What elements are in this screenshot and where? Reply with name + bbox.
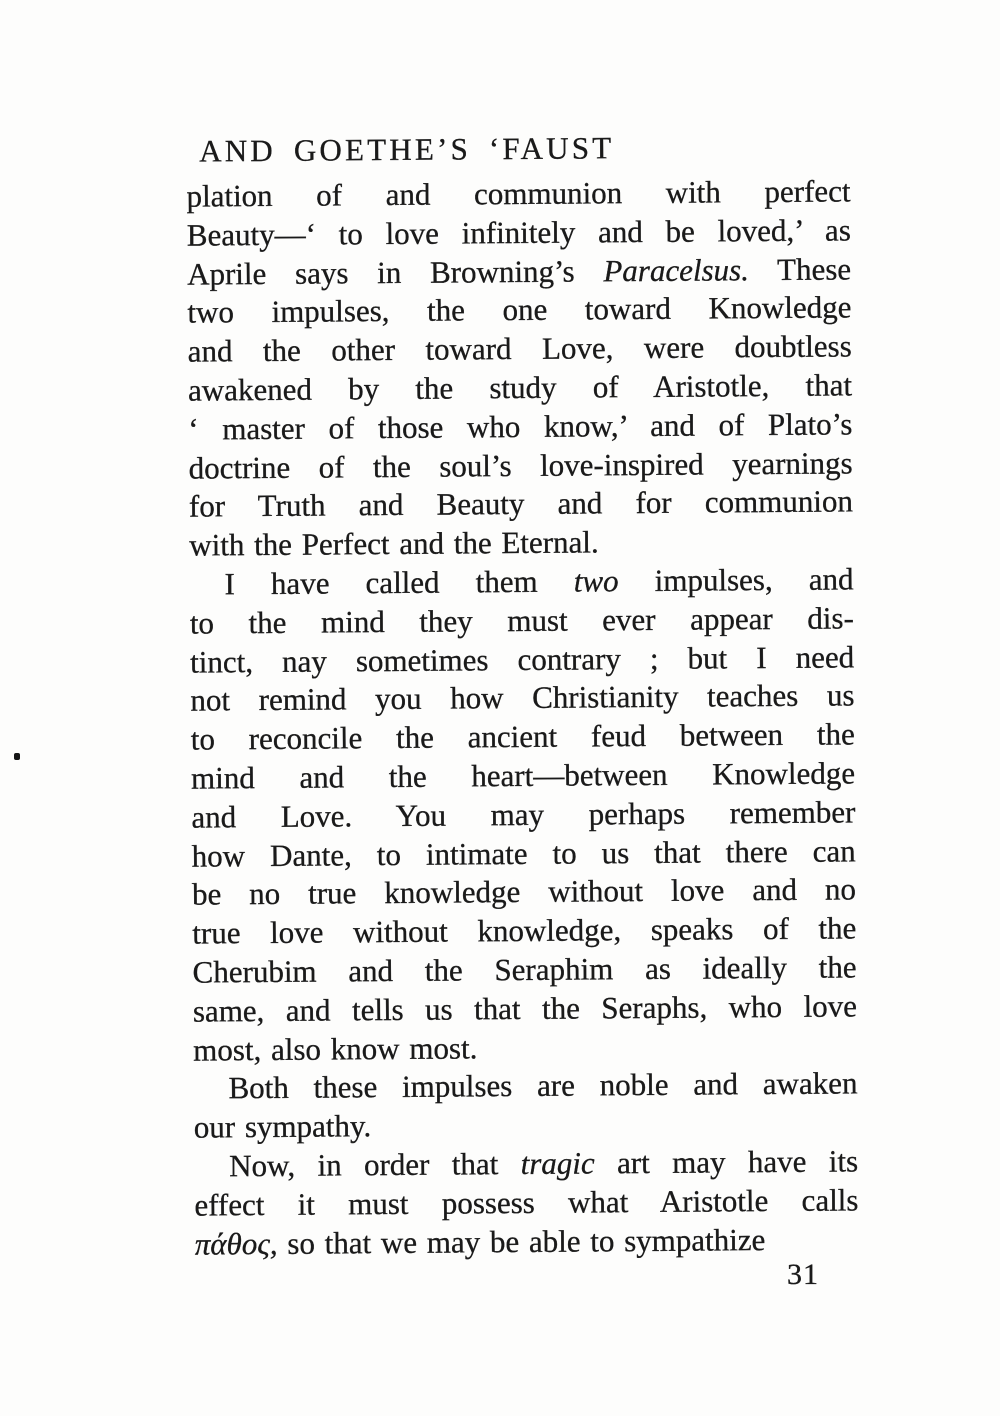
text-segment: awakened by the study of Aristotle, that (187, 367, 853, 408)
text-line-7 (188, 405, 852, 449)
text-line-27 (194, 1181, 858, 1225)
text-segment: for Truth and Beauty and for communion (188, 483, 854, 524)
text-segment: most, also know most. (193, 1029, 478, 1068)
text-segment: and the other toward Love, were doubtless (187, 328, 852, 369)
text-line-2 (187, 211, 851, 255)
text-segment: I have called them (224, 563, 574, 602)
text-segment: so that we may be able to sympathize (277, 1221, 766, 1261)
text-line-17 (191, 793, 855, 837)
text-line-24 (193, 1065, 857, 1109)
text-segment: mind and the heart—between Knowledge (190, 755, 856, 796)
text-line-12 (190, 599, 854, 643)
text-line-23 (193, 1026, 857, 1070)
text-segment: ‘ master of those who know,’ and of Plato’s (188, 406, 853, 447)
text-segment: Beauty—‘ to love infinitely and be loved,’ as (186, 212, 851, 253)
text-segment: Aprile says in Browning’s (186, 252, 604, 292)
text-segment: Cherubim and the Seraphim as ideally the (192, 949, 857, 990)
text-segment: tinct, nay sometimes contrary ; but I need (190, 638, 855, 680)
text-line-21 (192, 948, 856, 992)
text-segment: same, and tells us that the Seraphs, who love (192, 988, 858, 1029)
text-line-11 (189, 560, 853, 604)
text-line-9 (189, 483, 853, 527)
italic-text-segment: two (573, 563, 619, 599)
text-segment: These (748, 250, 852, 287)
text-segment: to reconcile the ancient feud between the (190, 716, 855, 757)
text-line-3 (187, 250, 851, 294)
text-line-20 (192, 910, 856, 954)
text-segment: effect it must possess what Aristotle calls (194, 1182, 859, 1223)
text-line-13 (190, 638, 854, 682)
ink-speck (14, 753, 20, 760)
text-block (186, 127, 859, 1263)
text-segment: plation of and communion with perfect (186, 173, 851, 214)
page-number: 31 (787, 1258, 819, 1291)
italic-text-segment: tragic (520, 1145, 595, 1181)
text-line-5 (188, 328, 852, 372)
text-segment: art may have its (594, 1143, 859, 1181)
italic-text-segment: πάθος, (194, 1225, 278, 1262)
text-line-25 (194, 1103, 858, 1147)
text-line-8 (188, 444, 852, 488)
text-line-19 (192, 871, 856, 915)
text-segment: our sympathy. (193, 1108, 372, 1145)
text-line-10 (189, 522, 853, 566)
text-segment: two impulses, the one toward Knowledge (187, 289, 852, 330)
text-segment: to the mind they must ever appear dis- (189, 600, 854, 641)
text-line-26 (194, 1142, 858, 1186)
text-line-16 (191, 754, 855, 798)
text-line-28 (195, 1220, 859, 1264)
text-segment: with the Perfect and the Eternal. (189, 524, 599, 563)
text-segment: Now, in order that (228, 1145, 521, 1184)
text-line-4 (187, 289, 851, 333)
text-segment: and Love. You may perhaps remember (191, 794, 856, 835)
text-segment: be no true knowledge without love and no (191, 871, 857, 912)
text-line-22 (193, 987, 857, 1031)
italic-text-segment: Paracelsus. (603, 251, 750, 288)
text-segment: how Dante, to intimate to us that there can (191, 832, 856, 874)
running-header: AND GOETHE’S ‘FAUST (199, 130, 615, 169)
text-segment: Both these impulses are noble and awaken (228, 1065, 858, 1106)
text-segment: impulses, and (618, 561, 854, 599)
text-line-18 (192, 832, 856, 876)
text-segment: not remind you how Christianity teaches us (190, 677, 855, 718)
text-segment: true love without knowledge, speaks of the (192, 910, 857, 951)
text-line-1 (186, 172, 850, 216)
text-segment: doctrine of the soul’s love-inspired yearnings (188, 444, 853, 486)
text-line-14 (190, 677, 854, 721)
page-text (186, 172, 859, 1263)
text-line-15 (191, 716, 855, 760)
text-line-6 (188, 366, 852, 410)
